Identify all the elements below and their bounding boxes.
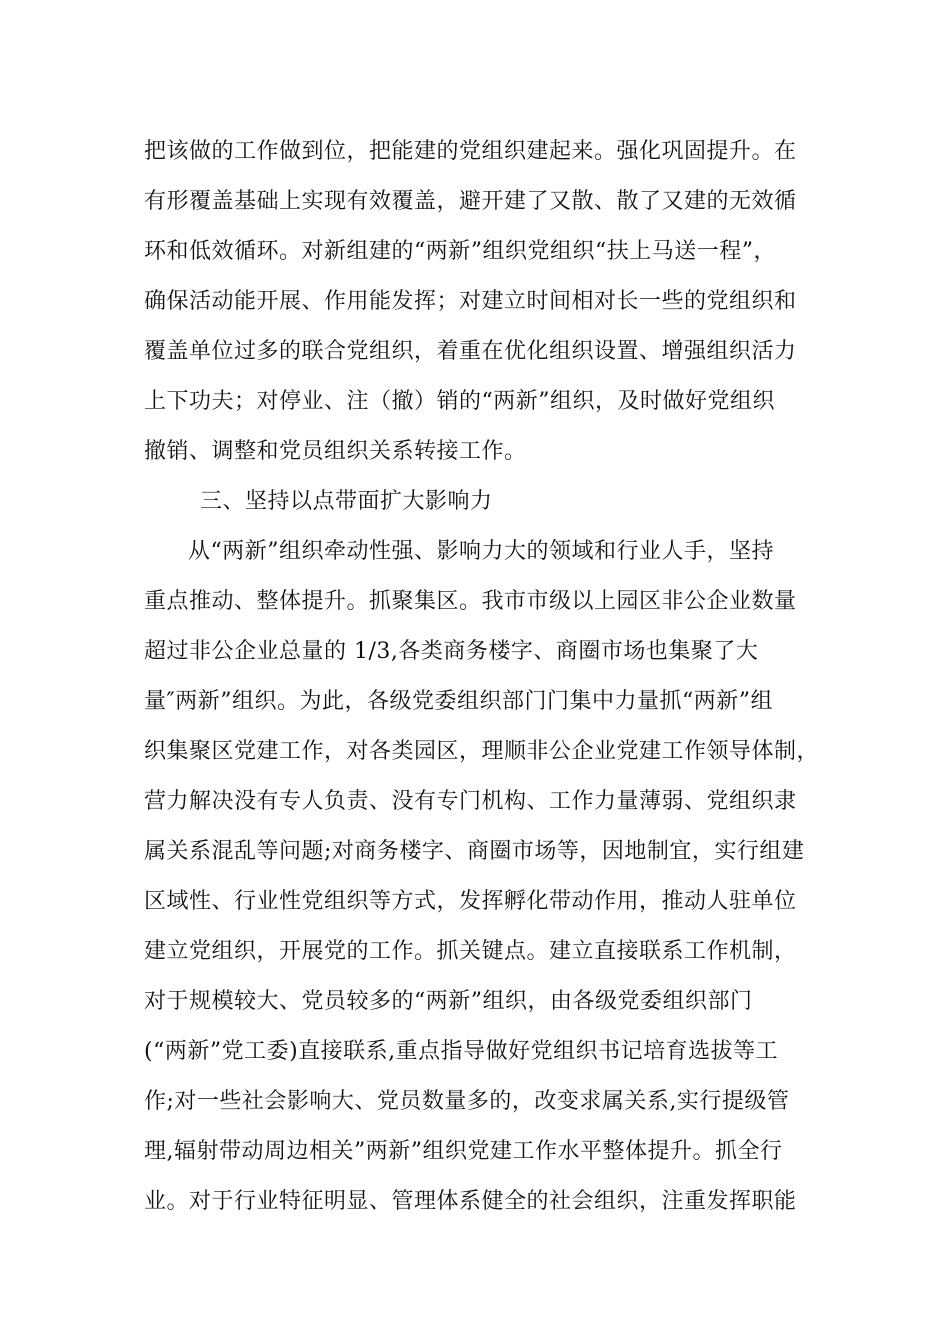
text-line: 环和低效循环。对新组建的“两新”组织党组织“扶上马送一程”， [144,239,776,264]
text-line: (“两新”党工委)直接联系,重点指导做好党组织书记培育选拔等工 [144,1039,779,1064]
text-line: 对于规模较大、党员较多的“两新”组织，由各级党委组织部门 [144,989,753,1014]
text-line: 织集聚区党建工作，对各类园区，理顺非公企业党建工作领导体制， [144,739,820,764]
text-line: 超过非公企业总量的 1/3,各类商务楼字、商圈市场也集聚了大 [144,639,759,664]
text-line: 量″两新”组织。为此，各级党委组织部门门集中力量抓“两新”组 [144,689,773,714]
text-line: 理,辐射带动周边相关”两新”组织党建工作水平整体提升。抓全行 [144,1139,783,1164]
text-line: 业。对于行业特征明显、管理体系健全的社会组织，注重发挥职能 [144,1189,797,1214]
text-line: 上下功夫；对停业、注（撤）销的“两新”组织，及时做好党组织 [144,389,775,414]
text-line: 确保活动能开展、作用能发挥；对建立时间相对长一些的党组织和 [144,289,797,314]
text-line: 撤销、调整和党员组织关系转接工作。 [144,439,527,464]
text-line: 从“两新”组织牵动性强、影响力大的领域和行业人手，坚持 [188,539,774,564]
text-line: 营力解决没有专人负责、没有专门机构、工作力量薄弱、党组织隶 [144,789,797,814]
text-line: 作;对一些社会影响大、党员数量多的，改变求属关系,实行提级管 [144,1089,790,1114]
text-line: 建立党组织，开展党的工作。抓关键点。建立直接联系工作机制， [144,939,797,964]
text-line: 区域性、行业性党组织等方式，发挥孵化带动作用，推动人驻单位 [144,889,797,914]
text-line: 把该做的工作做到位，把能建的党组织建起来。强化巩固提升。在 [144,139,797,164]
text-line: 覆盖单位过多的联合党组织，着重在优化组织设置、增强组织活力 [144,339,797,364]
text-line: 有形覆盖基础上实现有效覆盖，避开建了又散、散了又建的无效循 [144,189,797,214]
text-line: 属关系混乱等问题;对商务楼字、商圈市场等，因地制宜，实行组建 [144,839,805,864]
text-line: 重点推动、整体提升。抓聚集区。我市市级以上园区非公企业数量 [144,589,797,614]
section-heading: 三、坚持以点带面扩大影响力 [200,489,493,514]
